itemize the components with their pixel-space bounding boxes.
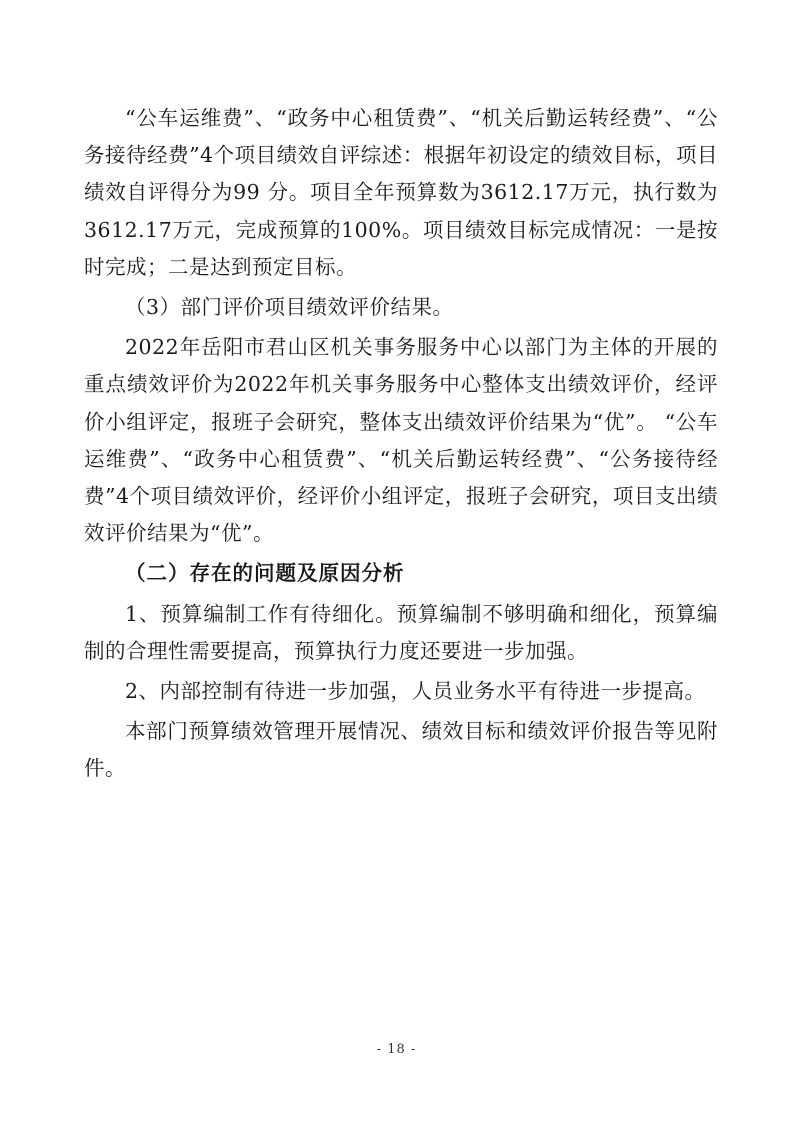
- paragraph-project-self-evaluation: “公车运维费”、“政务中心租赁费”、“机关后勤运转经费”、“公务接待经费”4个项目绩效自评综述：根据年初设定的绩效目标，项目绩效自评得分为99 分。项目全年预算数为3612.17万元，执行数为3612.17万元，完成预算的100%。项目绩效目标完成情况：一是按时完成；二是达到预定目标。: [84, 106, 718, 279]
- paragraph-problem-1: 1、预算编制工作有待细化。预算编制不够明确和细化，预算编制的合理性需要提高，预算执行力度还要进一步加强。: [84, 601, 718, 663]
- paragraph-problem-2: 2、内部控制有待进一步加强，人员业务水平有待进一步提高。: [125, 679, 706, 704]
- page-number: - 18 -: [376, 1042, 417, 1057]
- document-body: [84, 100, 718, 788]
- paragraph-department-evaluation: 2022年岳阳市君山区机关事务服务中心以部门为主体的开展的重点绩效评价为2022年机关事务服务中心整体支出绩效评价，经评价小组评定，报班子会研究，整体支出绩效评价结果为“优”。 “公车运维费”、“政务中心租赁费”、“机关后勤运转经费”、“公务接待经费”4个项目绩效评价，经评价小组评定，报班子会研究，项目支出绩效评价结果为“优”。: [84, 335, 718, 546]
- section-heading-problems: （二）存在的问题及原因分析: [125, 561, 405, 586]
- paragraph-attachment-note: 本部门预算绩效管理开展情况、绩效目标和绩效评价报告等见附件。: [84, 719, 718, 781]
- paragraph-section-3-title: （3）部门评价项目绩效评价结果。: [125, 295, 454, 320]
